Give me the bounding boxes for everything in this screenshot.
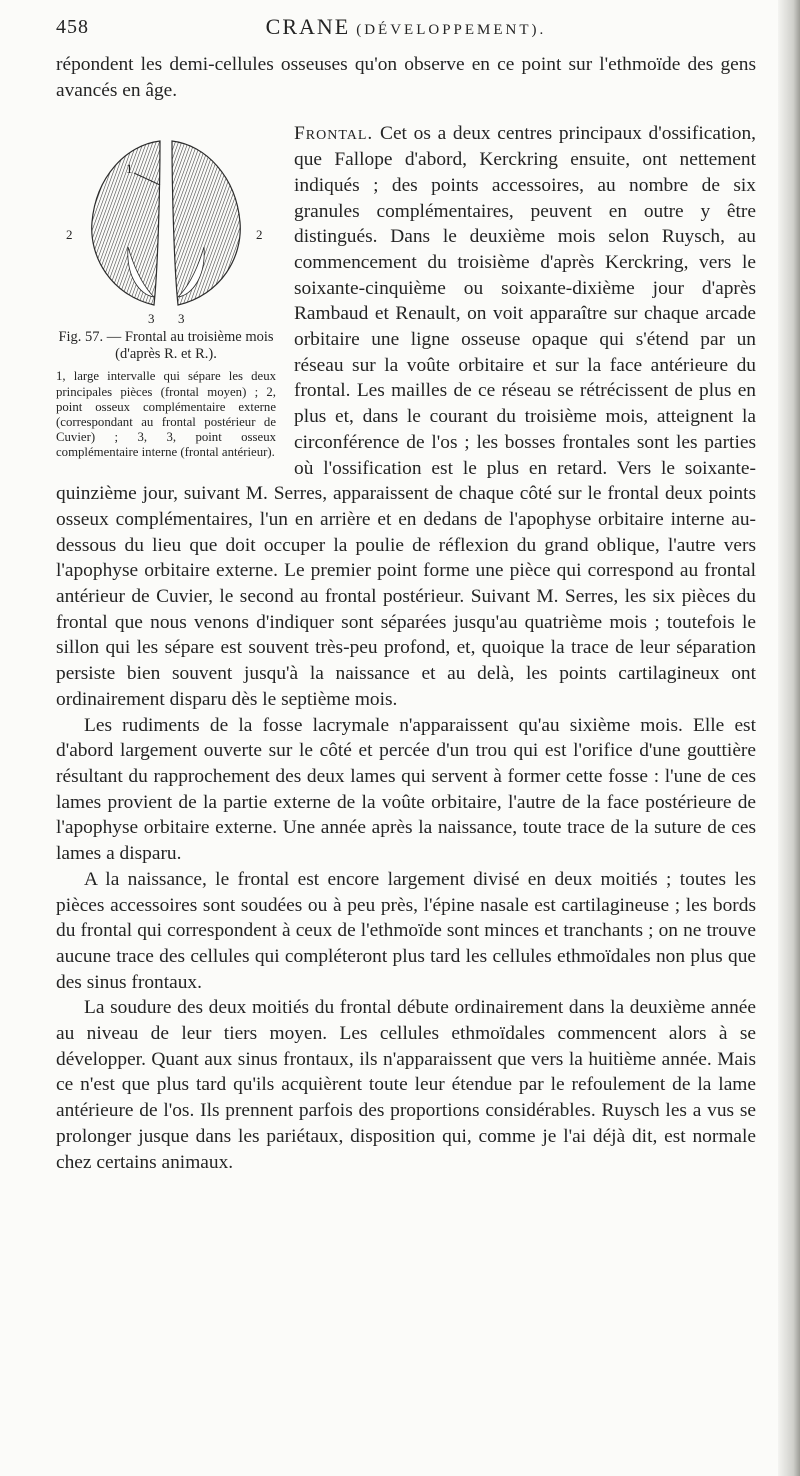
figure-label-2-right: 2 bbox=[256, 227, 263, 243]
running-title-main: CRANE bbox=[265, 14, 351, 39]
running-header bbox=[56, 14, 756, 44]
book-gutter-shadow bbox=[778, 0, 800, 1476]
figure-illustration bbox=[56, 127, 276, 327]
body-text bbox=[56, 52, 756, 1175]
figure-legend: 1, large intervalle qui sépare les deux principales pièces (frontal moyen) ; 2, point osseux complémentaire externe (correspondant au frontal postérieur de Cuvier) ; 3, 3, point osseux complémentaire interne (frontal antérieur). bbox=[56, 369, 276, 460]
frontal-paragraph bbox=[56, 121, 756, 712]
paragraph-naissance: A la naissance, le frontal est encore largement divisé en deux moitiés ; toutes les pièces accessoires sont soudées ou à peu près, l'épine nasale est cartilagineuse ; les bords du frontal qui correspondent à ceux de l'ethmoïde sont minces et tranchants ; on ne trouve aucune trace des cellules qui compléteront plus tard les cellules ethmoïdales non plus que des sinus frontaux. bbox=[56, 868, 756, 993]
intro-paragraph: répondent les demi-cellules osseuses qu'on observe en ce point sur l'ethmoïde des gens avancés en âge. bbox=[56, 54, 756, 101]
figure-label-3-right: 3 bbox=[178, 311, 185, 327]
figure-label-2-left: 2 bbox=[66, 227, 73, 243]
figure-label-3-left: 3 bbox=[148, 311, 155, 327]
figure-57 bbox=[56, 127, 276, 460]
paragraph-lacrymal: Les rudiments de la fosse lacrymale n'apparaissent qu'au sixième mois. Elle est d'abord largement ouverte sur le côté et percée d'un trou qui est l'orifice d'une gouttière résultant du rapprochement des deux lames qui servent à former cette fosse : l'une de ces lames provient de la partie externe de la voûte orbitaire, l'autre de la face postérieure de l'apophyse orbitaire externe. Une année après la naissance, toute trace de la suture de ces lames a disparu. bbox=[56, 714, 756, 865]
running-title bbox=[56, 14, 756, 40]
running-title-sub: (DÉVELOPPEMENT). bbox=[356, 22, 547, 38]
figure-caption: Fig. 57. — Frontal au troisième mois (d'après R. et R.). bbox=[58, 329, 274, 363]
page-number: 458 bbox=[56, 16, 89, 38]
frontal-bone-drawing bbox=[56, 127, 276, 327]
section-lead-frontal: Frontal. bbox=[294, 123, 374, 145]
frontal-text: Cet os a deux centres principaux d'ossification, que Fallope d'abord, Kerckring ensuite, ont nettement indiqués ; des points accessoires, au nombre de six granules complémentaires, peuvent en outre y être distingués. Dans le deuxième mois selon Ruysch, au commencement du troisième d'après Kerckring, vers le soixante-cinquième ou soixante-dixième jour d'après Rambaud et Renault, on voit apparaître sur chaque arcade orbitaire une ligne osseuse opaque qui s'étend par un réseau sur la voûte orbitaire et sur la face antérieure du frontal. Les mailles de ce réseau se rétrécissent de plus en plus et, dans le courant du troisième mois, atteignent la circonférence de l'os ; les bosses frontales sont les parties où l'ossification est le plus en retard. Vers le soixante-quinzième jour, suivant M. Serres, apparaissent de chaque côté sur le frontal deux points osseux complémentaires, l'un en arrière et en dedans de l'apophyse orbitaire interne au-dessous du lieu que doit occuper la poulie de réflexion du grand oblique, l'autre vers l'apophyse orbitaire externe. Le premier point forme une pièce qui correspond au frontal antérieur de Cuvier, le second au frontal postérieur. Suivant M. Serres, les six pièces du frontal que nous venons d'indiquer sont séparées jusqu'au quatrième mois ; toutefois le sillon qui les sépare est souvent très-peu profond, et, quoique la trace de leur séparation persiste bien souvent jusqu'à la naissance et au delà, les points cartilagineux ont ordinairement disparu dès le septième mois. bbox=[56, 123, 756, 710]
frontal-half-right bbox=[172, 141, 240, 305]
paragraph-soudure: La soudure des deux moitiés du frontal débute ordinairement dans la deuxième année au niveau de leur tiers moyen. Les cellules ethmoïdales commencent alors à se développer. Quant aux sinus frontaux, ils n'apparaissent que vers la huitième année. Mais ce n'est que plus tard qu'ils acquièrent toute leur étendue par le refoulement de la lame antérieure de l'os. Ils prennent parfois des proportions considérables. Ruysch les a vus se prolonger jusque dans les pariétaux, disposition qui, comme je l'ai déjà dit, est normale chez certains animaux. bbox=[56, 997, 756, 1173]
figure-label-1: 1 bbox=[126, 161, 133, 177]
